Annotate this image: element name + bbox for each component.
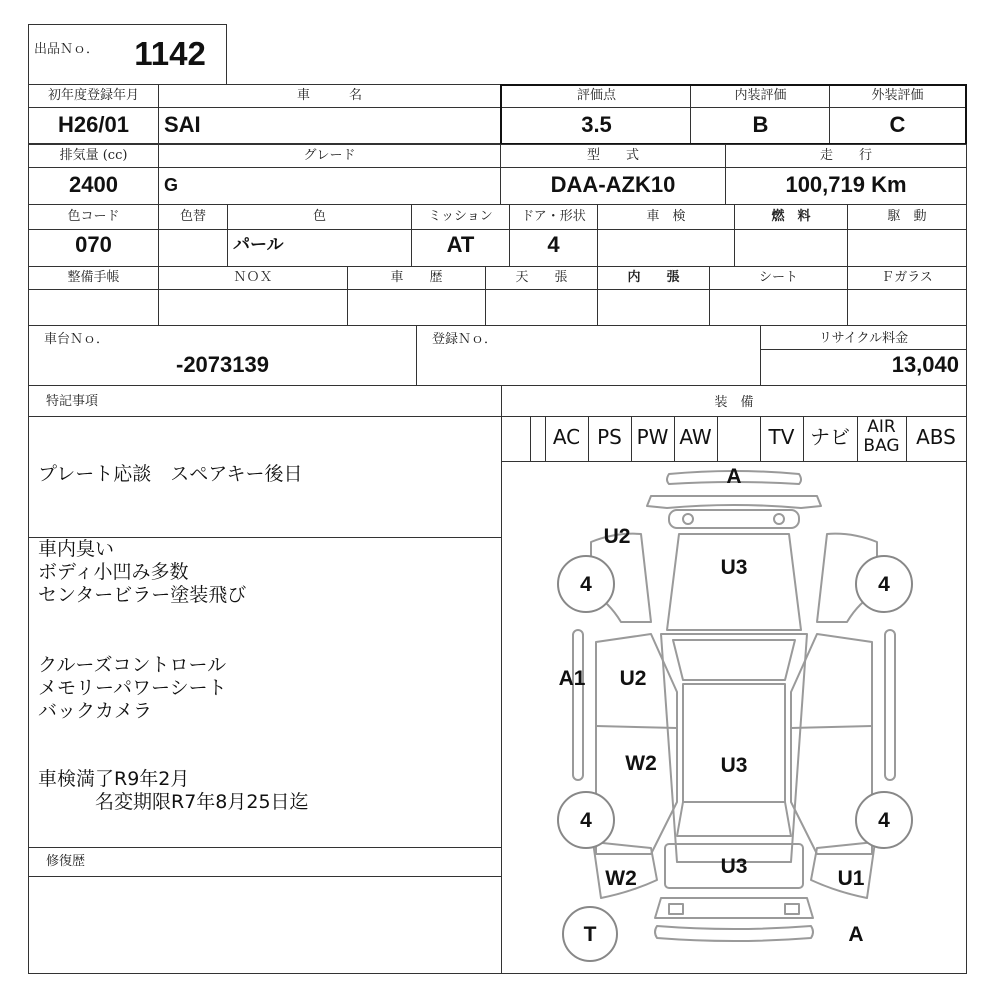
car-name-label: 車 名 <box>296 88 362 103</box>
lot-number-value: 1142 <box>134 35 206 72</box>
equipment-item-tv: TV <box>760 416 804 462</box>
score-label: 評価点 <box>576 88 616 103</box>
left-rear-tire-mark: 4 <box>580 809 592 832</box>
roof-mark: U3 <box>720 754 748 777</box>
notes-block-1: プレート応談 スペアキー後日 <box>38 463 303 485</box>
repaint-value-cell <box>158 229 228 267</box>
fglass-label: Ｆガラス <box>881 270 933 285</box>
notes-block-4: 車検満了R9年2月 名変期限R7年8月25日迄 <box>38 768 309 813</box>
mission-label: ミッション <box>428 209 493 224</box>
chassis-label: 車台Ｎｏ． <box>44 332 110 347</box>
regno-label: 登録Ｎｏ． <box>432 332 498 347</box>
notes-label: 特記事項 <box>46 394 99 409</box>
mileage-label: 走 行 <box>819 148 872 163</box>
interior-value: B <box>752 112 769 137</box>
door-value: 4 <box>547 232 560 257</box>
front-bumper-mark: A <box>726 465 742 488</box>
left-front-tire-mark: 4 <box>580 573 592 596</box>
notes-block-3: クルーズコントロール メモリーパワーシート バックカメラ <box>38 654 227 722</box>
notes-block-2: 車内臭い ボディ小凹み多数 センタービラー塗装飛び <box>38 538 247 606</box>
windshield-shape <box>673 640 795 680</box>
equipment-item-blank-2 <box>717 416 761 462</box>
mileage-value: 100,719 Km <box>785 172 907 197</box>
right-front-tire-mark: 4 <box>878 573 890 596</box>
spare-tire-mark: T <box>583 923 597 946</box>
recycle-label: リサイクル料金 <box>818 331 909 346</box>
inspection-label: 車 検 <box>646 209 686 224</box>
colorcode-value: 070 <box>75 232 112 257</box>
seat-label: シート <box>758 270 798 285</box>
exterior-value: C <box>889 112 906 137</box>
recycle-value: 13,040 <box>891 352 959 377</box>
drive-label: 駆 動 <box>887 209 927 224</box>
displacement-label: 排気量 (cc) <box>59 148 128 163</box>
repair-header-top-line <box>28 847 502 848</box>
mission-value: AT <box>446 232 475 257</box>
interior-label: 内装評価 <box>734 88 787 103</box>
maintenance-label: 整備手帳 <box>67 270 120 285</box>
right-rear-fender-mark: U1 <box>837 867 865 890</box>
displacement-value: 2400 <box>69 172 118 197</box>
hood-shape <box>667 534 801 630</box>
car-name-value: SAI <box>164 112 201 137</box>
roof-shape <box>683 684 785 802</box>
equipment-item-pw: PW <box>631 416 675 462</box>
front-emblem-left <box>683 514 693 524</box>
left-front-fender-mark: U2 <box>603 525 631 548</box>
right-door-split <box>791 726 872 728</box>
fuel-label: 燃 料 <box>771 209 811 224</box>
model-label: 型 式 <box>586 148 639 163</box>
left-front-door-mark: U2 <box>619 667 647 690</box>
repair-header-bottom-line <box>28 876 502 877</box>
front-bumper-lower-shape <box>647 496 821 508</box>
headliner-value-cell <box>485 289 598 326</box>
rear-window-shape <box>677 802 791 836</box>
fuel-value-cell <box>734 229 848 267</box>
grade-value: G <box>164 175 179 195</box>
history-value-cell <box>347 289 486 326</box>
trim-label: 内 張 <box>627 270 680 285</box>
trunk-mark: U3 <box>720 855 748 878</box>
rear-lamp-right <box>785 904 799 914</box>
notes-header-line <box>28 416 502 417</box>
model-value: DAA-AZK10 <box>550 172 676 197</box>
nox-label: ＮＯＸ <box>233 270 273 285</box>
right-rear-tire-mark: 4 <box>878 809 890 832</box>
rear-bumper-mark: A <box>848 923 864 946</box>
front-grille-shape <box>669 510 799 528</box>
reg-date-label: 初年度登録年月 <box>47 88 139 103</box>
rear-lamp-left <box>669 904 683 914</box>
equipment-item-ps: PS <box>588 416 632 462</box>
trim-value-cell <box>597 289 710 326</box>
repair-label: 修復歴 <box>46 854 86 869</box>
equipment-item-aw: AW <box>674 416 718 462</box>
grade-label: グレード <box>303 148 356 163</box>
exterior-label: 外装評価 <box>871 88 924 103</box>
reg-date-value: H26/01 <box>58 112 129 137</box>
nox-value-cell <box>158 289 348 326</box>
drive-value-cell <box>847 229 967 267</box>
seat-value-cell <box>709 289 848 326</box>
front-emblem-right <box>774 514 784 524</box>
left-mirror-shape <box>573 630 583 780</box>
fglass-value-cell <box>847 289 967 326</box>
left-door-split <box>596 726 677 728</box>
score-value: 3.5 <box>581 112 612 137</box>
hood-mark: U3 <box>720 556 748 579</box>
equipment-item-abs: ABS <box>916 425 956 449</box>
rear-bumper-lower-shape <box>655 926 813 941</box>
history-label: 車 歴 <box>390 270 443 285</box>
color-label: 色 <box>312 209 326 224</box>
repaint-label: 色替 <box>179 209 206 224</box>
equipment-item-airbag: AIR BAG <box>857 416 907 462</box>
inspection-value-cell <box>597 229 735 267</box>
colorcode-label: 色コード <box>67 209 120 224</box>
lot-number-label: 出品Ｎｏ． <box>34 42 100 57</box>
left-rear-door-mark: W2 <box>625 752 657 775</box>
car-diagram <box>501 462 967 974</box>
maintenance-value-cell <box>28 289 159 326</box>
right-mirror-shape <box>885 630 895 780</box>
left-rear-fender-mark: W2 <box>605 867 637 890</box>
door-label: ドア・形状 <box>521 209 586 224</box>
equipment-label: 装 備 <box>714 395 754 410</box>
color-value: パール <box>233 235 284 254</box>
equipment-item-ac: AC <box>545 416 589 462</box>
headliner-label: 天 張 <box>515 270 568 285</box>
equipment-item-navi: ナビ <box>803 416 858 462</box>
left-pillar-mark: A1 <box>558 667 586 690</box>
chassis-value: -2073139 <box>176 352 269 377</box>
equipment-item-blank-1 <box>530 416 546 462</box>
